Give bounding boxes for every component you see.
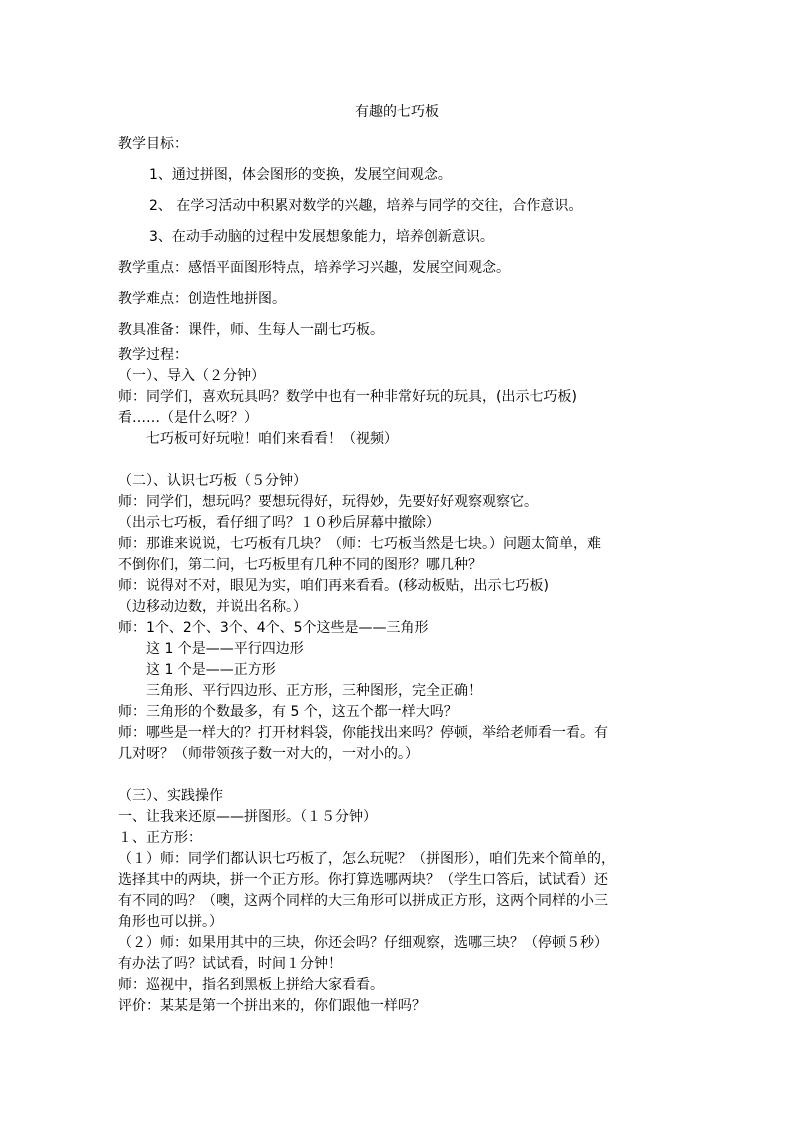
text-line: 师：三角形的个数最多，有 5 个，这五个都一样大吗？ <box>118 704 458 720</box>
text-line: （２）师：如果用其中的三块，你还会吗？仔细观察，选哪三块？（停顿５秒） <box>118 935 608 951</box>
text-line: 师：同学们，喜欢玩具吗？数学中也有一种非常好玩的玩具，(出示七巧板) <box>118 389 577 405</box>
goal-item-1: 1、通过拼图，体会图形的变换，发展空间观念。 <box>149 167 452 183</box>
subsection-heading-recognize: （二）、认识七巧板（５分钟） <box>118 473 307 489</box>
text-line: 几对呀？（师带领孩子数一对大的，一对小的。） <box>118 746 419 762</box>
text-line: 有办法了吗？试试看，时间１分钟！ <box>118 956 342 972</box>
text-line: 七巧板可好玩啦！咱们来看看！（视频） <box>146 431 398 447</box>
text-line: 选择其中的两块，拼一个正方形。你打算选哪两块？（学生口答后，试试看）还 <box>118 872 608 888</box>
text-line: 这 1 个是——平行四边形 <box>146 641 304 657</box>
text-line: 师：那谁来说说，七巧板有几块？（师：七巧板当然是七块。）问题太简单，难 <box>118 536 601 552</box>
text-line: 一、让我来还原——拼图形。（１５分钟） <box>118 809 377 825</box>
text-line: 师：巡视中，指名到黑板上拼给大家看看。 <box>118 977 384 993</box>
page-title: 有趣的七巧板 <box>355 104 439 120</box>
text-line: （１）师：同学们都认识七巧板了，怎么玩呢？（拼图形），咱们先来个简单的， <box>118 851 615 867</box>
text-line: １、正方形： <box>118 830 202 846</box>
text-line: 三角形、平行四边形、正方形，三种图形，完全正确！ <box>146 683 482 699</box>
text-line: 师：同学们，想玩吗？要想玩得好，玩得妙，先要好好观察观察它。 <box>118 494 538 510</box>
materials-paragraph: 教具准备：课件，师、生每人一副七巧板。 <box>118 322 384 338</box>
difficulty-paragraph: 教学难点：创造性地拼图。 <box>118 291 286 307</box>
key-points-paragraph: 教学重点：感悟平面图形特点，培养学习兴趣，发展空间观念。 <box>118 260 510 276</box>
text-line: 看……（是什么呀？） <box>118 410 258 426</box>
text-line: 评价：某某是第一个拼出来的，你们跟他一样吗？ <box>118 998 426 1014</box>
subsection-heading-intro: （一）、导入（２分钟） <box>118 368 265 384</box>
text-line: 角形也可以拼。） <box>118 914 223 930</box>
text-line: 有不同的吗？（噢，这两个同样的大三角形可以拼成正方形，这两个同样的小三 <box>118 893 608 909</box>
text-line: 师：哪些是一样大的？打开材料袋，你能找出来吗？停顿，举给老师看一看。有 <box>118 725 608 741</box>
text-line: 不倒你们，第二问，七巧板里有几种不同的图形？哪几种？ <box>118 557 482 573</box>
goal-item-2: 2、 在学习活动中积累对数学的兴趣，培养与同学的交往，合作意识。 <box>149 198 583 214</box>
text-line: （出示七巧板，看仔细了吗？１０秒后屏幕中撤除） <box>118 515 440 531</box>
subsection-heading-practice: （三）、实践操作 <box>118 788 223 804</box>
text-line: 师：说得对不对，眼见为实，咱们再来看看。(移动板贴，出示七巧板) <box>118 578 549 594</box>
text-line: 师：1个、2个、3个、4个、5个这些是——三角形 <box>118 620 429 636</box>
text-line: 这 1 个是——正方形 <box>146 662 276 678</box>
text-line: （边移动边数，并说出名称。） <box>118 599 307 615</box>
section-heading-process: 教学过程： <box>118 347 188 363</box>
goal-item-3: 3、在动手动脑的过程中发展想象能力，培养创新意识。 <box>149 229 494 245</box>
section-heading-goals: 教学目标： <box>118 136 188 152</box>
